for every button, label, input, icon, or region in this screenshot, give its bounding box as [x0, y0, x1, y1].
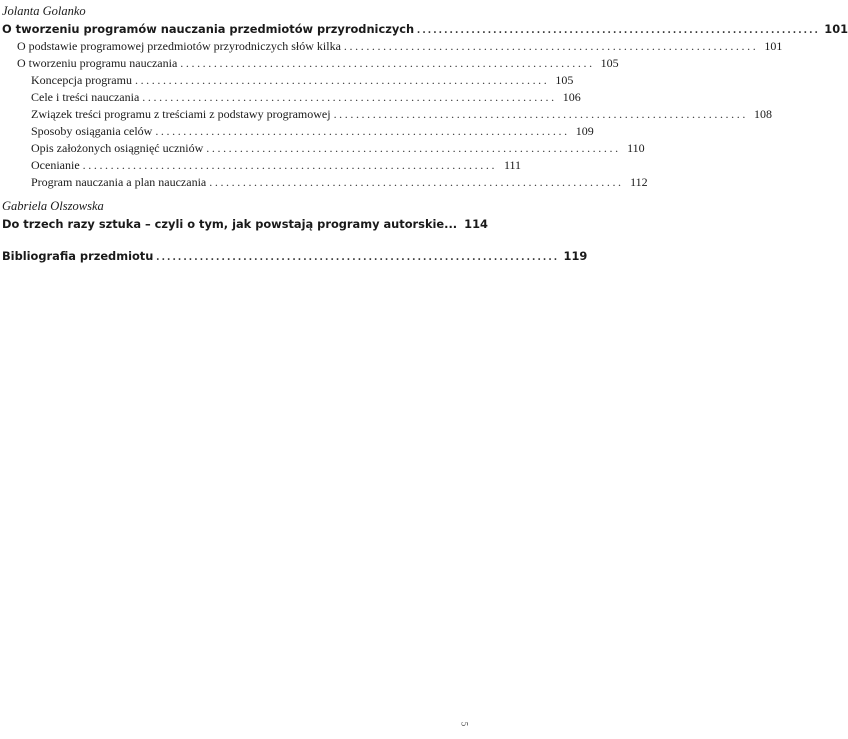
dot-leader: .......................................................................... — [82, 158, 498, 172]
dot-leader: .......................................................................... — [142, 90, 557, 104]
dot-leader: .......................................................................... — [134, 73, 550, 87]
dot-leader: .......................................................................... — [343, 39, 759, 53]
toc-entry — [31, 106, 772, 122]
toc-entry-title: Ocenianie — [31, 158, 80, 172]
dot-leader: .......................................................................... — [156, 251, 560, 263]
toc-entry-page: 119 — [563, 249, 588, 263]
toc-entry-title: O podstawie programowej przedmiotów przyrodniczych słów kilka — [17, 39, 341, 53]
toc-entry-title: Sposoby osiągania celów — [31, 124, 153, 138]
toc-entry — [2, 248, 588, 264]
toc-entry-title: Cele i treści nauczania — [31, 90, 140, 104]
toc-entry-page: 101 — [824, 22, 848, 36]
toc-entry — [31, 123, 594, 139]
toc-entry-page: 109 — [575, 124, 594, 138]
toc-entry-title: O tworzeniu programu nauczania — [17, 56, 178, 70]
author-name: Gabriela Olszowska — [2, 199, 104, 213]
toc-entry-page: 110 — [627, 141, 645, 155]
toc-entry — [2, 21, 848, 37]
toc-entry — [2, 216, 488, 232]
toc-entry-page: 105 — [555, 73, 574, 87]
toc-entry-page: 111 — [503, 158, 522, 172]
toc-entry-page: 108 — [753, 107, 772, 121]
dot-leader: .......................................................................... — [209, 175, 624, 189]
toc-entry-title: Związek treści programu z treściami z podstawy programowej — [31, 107, 331, 121]
toc-entry — [31, 89, 581, 105]
toc-entry-page: 112 — [630, 175, 648, 189]
toc-entry — [17, 38, 783, 54]
toc-entry-page: 101 — [764, 39, 783, 53]
toc-entry — [31, 157, 522, 173]
toc-entry — [31, 72, 574, 88]
toc-entry — [31, 174, 648, 190]
toc-entry-page: 114 — [464, 217, 488, 231]
toc-entry — [17, 55, 619, 71]
toc-entry-title: Opis założonych osiągnięć uczniów — [31, 141, 204, 155]
dot-leader: .......................................................................... — [333, 107, 748, 121]
dot-leader: .......................................................................... — [417, 24, 821, 36]
toc-entry-title: O tworzeniu programów nauczania przedmiotów przyrodniczych — [2, 22, 415, 36]
dot-leader: .......................................................................... — [155, 124, 570, 138]
toc-entry-page: 105 — [600, 56, 619, 70]
toc-entry-title: Program nauczania a plan nauczania — [31, 175, 207, 189]
dot-leader: .......................................................................... — [206, 141, 621, 155]
toc-entry-title: Bibliografia przedmiotu — [2, 249, 154, 263]
page-number: 5 — [458, 721, 469, 727]
toc-entry-page: 106 — [562, 90, 581, 104]
toc-entry-title: Do trzech razy sztuka – czyli o tym, jak powstają programy autorskie... — [2, 217, 458, 231]
author-name: Jolanta Golanko — [2, 4, 86, 18]
dot-leader: .......................................................................... — [180, 56, 595, 70]
toc-entry-title: Koncepcja programu — [31, 73, 132, 87]
toc-entry — [31, 140, 645, 156]
